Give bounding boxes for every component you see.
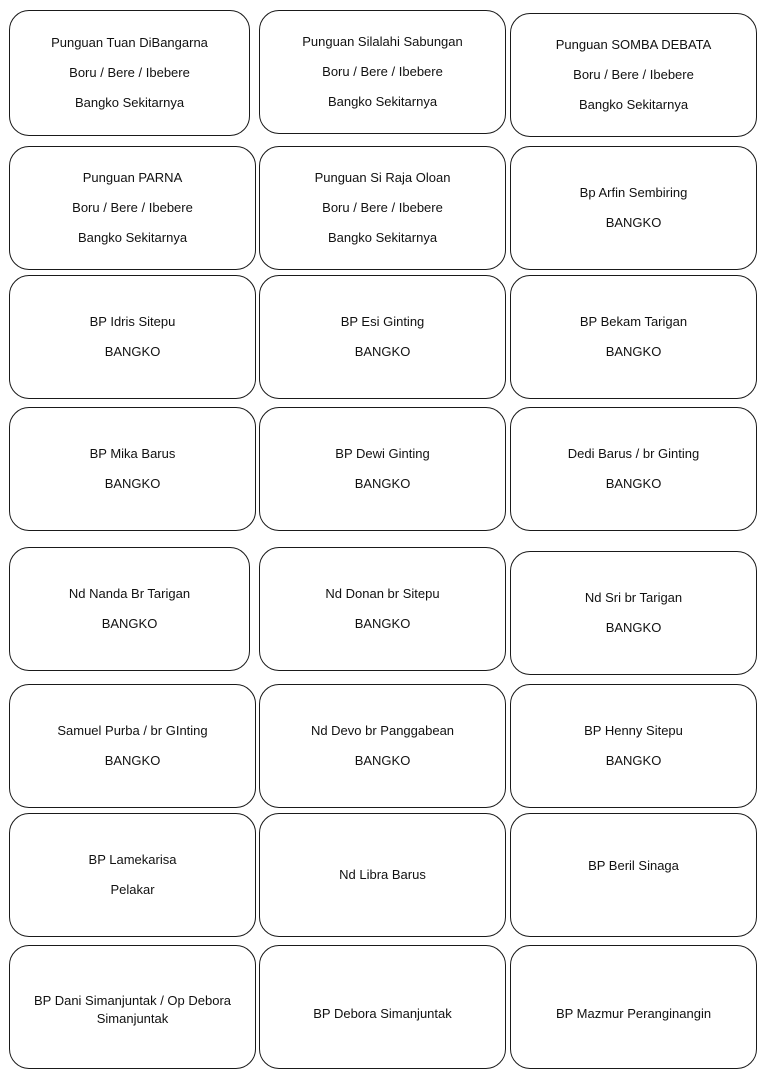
card-line: Boru / Bere / Ibebere bbox=[72, 200, 193, 215]
card-line: BP Henny Sitepu bbox=[584, 723, 683, 738]
card-line: Bangko Sekitarnya bbox=[327, 230, 438, 245]
card-line: Nd Donan br Sitepu bbox=[325, 586, 440, 601]
label-card bbox=[9, 275, 256, 399]
card-line: Punguan Silalahi Sabungan bbox=[302, 34, 463, 49]
card-line: BP Idris Sitepu bbox=[89, 314, 176, 329]
card-line: Bangko Sekitarnya bbox=[327, 94, 438, 109]
label-card bbox=[259, 813, 506, 937]
card-line: Bangko Sekitarnya bbox=[74, 95, 185, 110]
card-line: Nd Libra Barus bbox=[339, 867, 426, 882]
card-line: BP Lamekarisa bbox=[88, 852, 177, 867]
card-line: Punguan SOMBA DEBATA bbox=[555, 37, 712, 52]
card-line: BANGKO bbox=[354, 344, 411, 359]
label-card bbox=[9, 547, 250, 671]
card-line: Punguan PARNA bbox=[82, 170, 183, 185]
card-line: BANGKO bbox=[605, 476, 662, 491]
card-line: Bp Arfin Sembiring bbox=[579, 185, 688, 200]
card-line: BANGKO bbox=[605, 753, 662, 768]
label-card bbox=[9, 10, 250, 136]
card-line: BANGKO bbox=[605, 344, 662, 359]
card-line: BP Dewi Ginting bbox=[335, 446, 430, 461]
label-card bbox=[9, 407, 256, 531]
card-line: Boru / Bere / Ibebere bbox=[322, 64, 443, 79]
label-card bbox=[510, 945, 757, 1069]
card-line: BP Dani Simanjuntak / Op Debora Simanjuntak bbox=[33, 993, 232, 1026]
card-line: BP Beril Sinaga bbox=[588, 858, 679, 873]
card-line: Nd Nanda Br Tarigan bbox=[68, 586, 191, 601]
card-line: Boru / Bere / Ibebere bbox=[322, 200, 443, 215]
card-line: Boru / Bere / Ibebere bbox=[69, 65, 190, 80]
card-line: Dedi Barus / br Ginting bbox=[567, 446, 700, 461]
card-line: BANGKO bbox=[605, 620, 662, 635]
card-line: BANGKO bbox=[354, 616, 411, 631]
card-line: Boru / Bere / Ibebere bbox=[573, 67, 694, 82]
label-card bbox=[510, 407, 757, 531]
label-card bbox=[259, 10, 506, 134]
card-line: Bangko Sekitarnya bbox=[77, 230, 188, 245]
card-line: Samuel Purba / br GInting bbox=[57, 723, 208, 738]
card-line: Punguan Si Raja Oloan bbox=[314, 170, 451, 185]
label-card bbox=[259, 275, 506, 399]
label-card bbox=[510, 275, 757, 399]
card-line: BP Esi Ginting bbox=[340, 314, 425, 329]
label-card bbox=[510, 13, 757, 137]
card-line: Nd Devo br Panggabean bbox=[310, 723, 455, 738]
card-line: Bangko Sekitarnya bbox=[578, 97, 689, 112]
label-card bbox=[510, 813, 757, 937]
card-line: Nd Sri br Tarigan bbox=[584, 590, 683, 605]
label-card bbox=[9, 146, 256, 270]
label-card bbox=[9, 813, 256, 937]
card-line: BP Debora Simanjuntak bbox=[313, 1006, 452, 1021]
label-card bbox=[510, 684, 757, 808]
label-card bbox=[259, 407, 506, 531]
card-line: BP Bekam Tarigan bbox=[579, 314, 688, 329]
card-line: BANGKO bbox=[104, 753, 161, 768]
card-line: BP Mika Barus bbox=[89, 446, 176, 461]
card-line: BANGKO bbox=[605, 215, 662, 230]
card-line: BANGKO bbox=[104, 476, 161, 491]
label-card bbox=[259, 945, 506, 1069]
label-card bbox=[510, 551, 757, 675]
label-card bbox=[9, 945, 256, 1069]
label-card bbox=[9, 684, 256, 808]
label-card bbox=[510, 146, 757, 270]
card-line: BANGKO bbox=[101, 616, 158, 631]
card-line: BANGKO bbox=[354, 753, 411, 768]
label-card bbox=[259, 684, 506, 808]
card-line: BP Mazmur Peranginangin bbox=[555, 1006, 712, 1021]
card-line: BANGKO bbox=[104, 344, 161, 359]
label-card bbox=[259, 146, 506, 270]
card-line: Punguan Tuan DiBangarna bbox=[51, 35, 208, 50]
card-line: BANGKO bbox=[354, 476, 411, 491]
label-card bbox=[259, 547, 506, 671]
card-line: Pelakar bbox=[110, 882, 155, 897]
